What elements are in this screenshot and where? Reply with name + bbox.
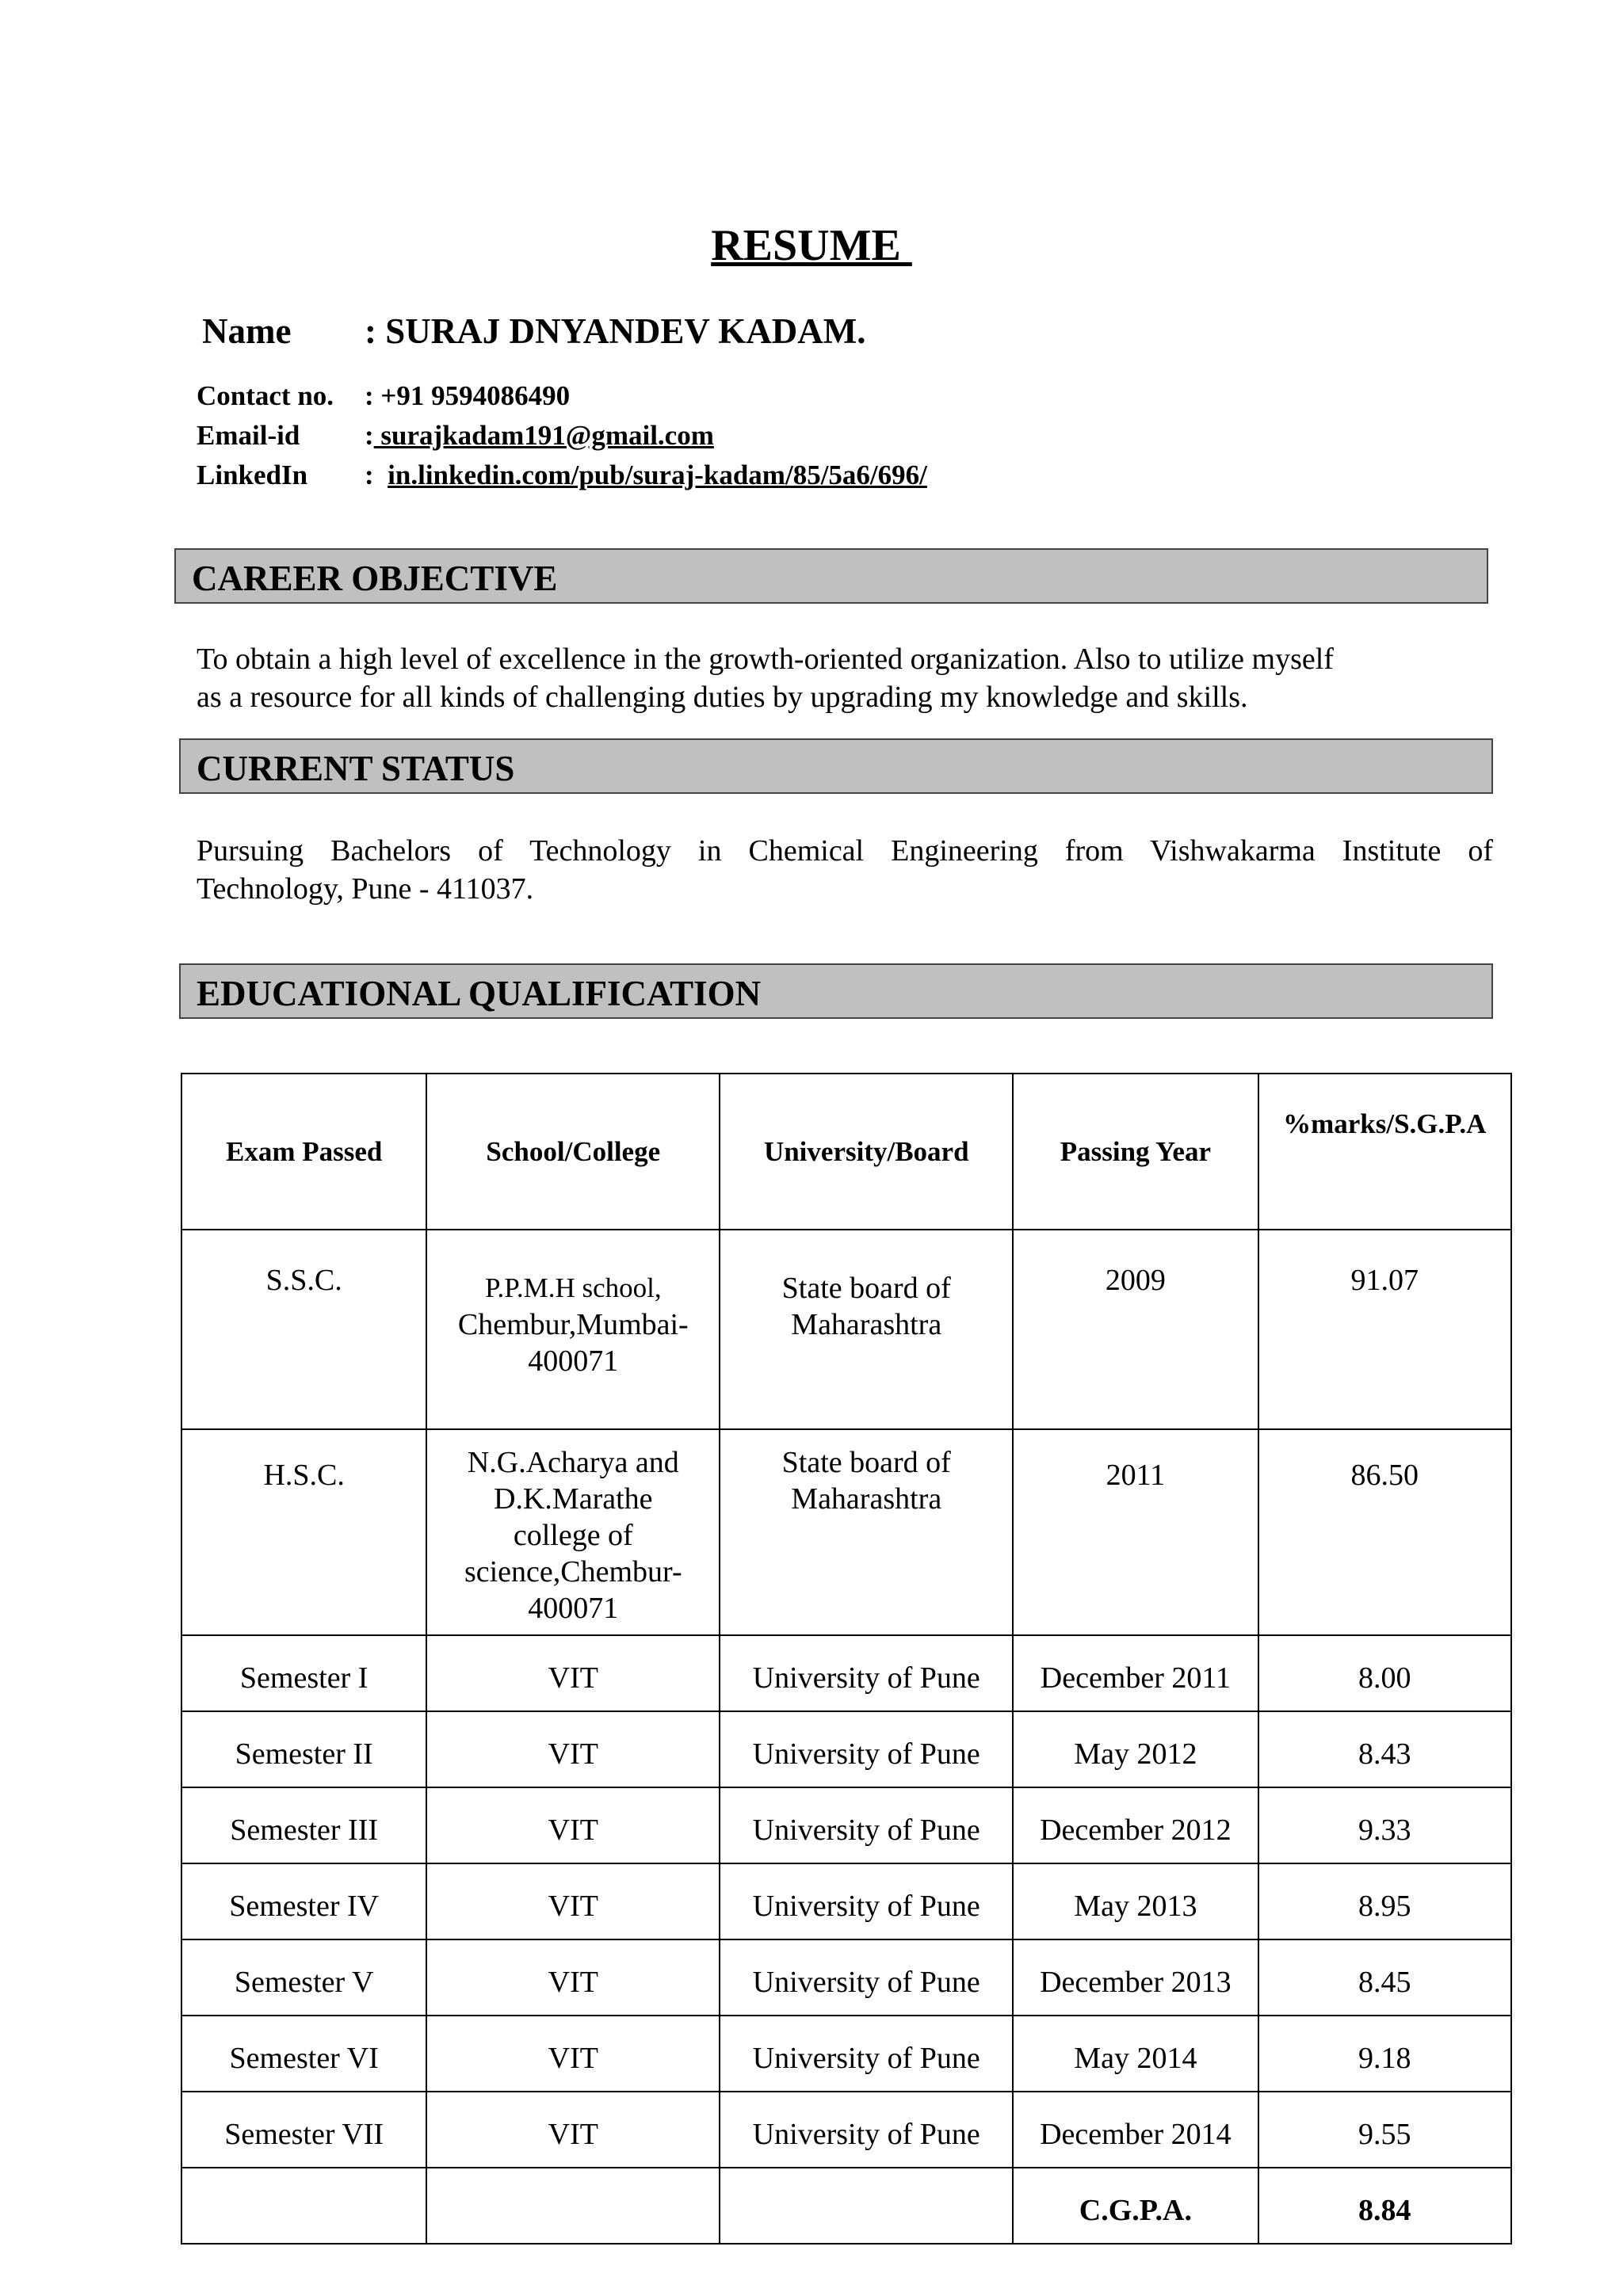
linkedin-row xyxy=(197,460,927,491)
career-objective-header xyxy=(174,548,1488,604)
current-status-title: CURRENT STATUS xyxy=(197,749,515,788)
semester-year: May 2012 xyxy=(1013,1711,1258,1787)
semester-exam: Semester I xyxy=(181,1635,426,1711)
empty-cell xyxy=(181,2168,426,2244)
name-row xyxy=(202,311,866,352)
semester-marks: 8.43 xyxy=(1258,1711,1511,1787)
column-header: %marks/S.G.P.A xyxy=(1258,1074,1511,1230)
ssc-year: 2009 xyxy=(1013,1230,1258,1429)
hsc-year: 2011 xyxy=(1013,1429,1258,1635)
semester-marks: 9.18 xyxy=(1258,2016,1511,2092)
email-link[interactable]: surajkadam191@gmail.com xyxy=(373,420,714,451)
semester-school: VIT xyxy=(426,1635,720,1711)
table-row-ssc xyxy=(181,1230,1511,1429)
semester-year: December 2014 xyxy=(1013,2092,1258,2168)
cgpa-value: 8.84 xyxy=(1258,2168,1511,2244)
semester-exam: Semester IV xyxy=(181,1863,426,1939)
hsc-marks: 86.50 xyxy=(1258,1429,1511,1635)
career-objective-line2: as a resource for all kinds of challenging duties by upgrading my knowledge and skills. xyxy=(197,681,1248,714)
semester-year: December 2011 xyxy=(1013,1635,1258,1711)
education-title: EDUCATIONAL QUALIFICATION xyxy=(197,974,762,1013)
semester-marks: 8.00 xyxy=(1258,1635,1511,1711)
semester-marks: 8.95 xyxy=(1258,1863,1511,1939)
table-row xyxy=(181,1635,1511,1711)
cgpa-label: C.G.P.A. xyxy=(1013,2168,1258,2244)
ssc-exam: S.S.C. xyxy=(181,1230,426,1429)
semester-school: VIT xyxy=(426,2016,720,2092)
semester-board: University of Pune xyxy=(720,1939,1013,2016)
semester-board: University of Pune xyxy=(720,1787,1013,1863)
ssc-marks: 91.07 xyxy=(1258,1230,1511,1429)
semester-board: University of Pune xyxy=(720,1635,1013,1711)
semester-marks: 8.45 xyxy=(1258,1939,1511,2016)
semester-year: December 2013 xyxy=(1013,1939,1258,2016)
contact-row xyxy=(197,380,570,412)
hsc-board: State board of Maharashtra xyxy=(720,1429,1013,1635)
semester-board: University of Pune xyxy=(720,1863,1013,1939)
column-header: School/College xyxy=(426,1074,720,1230)
name-label: Name xyxy=(202,311,292,351)
table-row-cgpa xyxy=(181,2168,1511,2244)
semester-year: December 2012 xyxy=(1013,1787,1258,1863)
semester-marks: 9.55 xyxy=(1258,2092,1511,2168)
ssc-board: State board of Maharashtra xyxy=(720,1230,1013,1429)
semester-exam: Semester VII xyxy=(181,2092,426,2168)
semester-school: VIT xyxy=(426,1863,720,1939)
semester-marks: 9.33 xyxy=(1258,1787,1511,1863)
empty-cell xyxy=(720,2168,1013,2244)
semester-year: May 2013 xyxy=(1013,1863,1258,1939)
table-row-hsc xyxy=(181,1429,1511,1635)
current-status-line2: Technology, Pune - 411037. xyxy=(197,872,534,906)
contact-value: : +91 9594086490 xyxy=(365,380,571,411)
career-objective-line1: To obtain a high level of excellence in the growth-oriented organization. Also to utilize myself xyxy=(197,643,1334,676)
semester-board: University of Pune xyxy=(720,2016,1013,2092)
current-status-line1: Pursuing Bachelors of Technology in Chemical Engineering from Vishwakarma Institute of xyxy=(197,834,1493,868)
semester-year: May 2014 xyxy=(1013,2016,1258,2092)
table-row xyxy=(181,1863,1511,1939)
semester-exam: Semester III xyxy=(181,1787,426,1863)
education-header xyxy=(179,963,1493,1019)
table-header-row xyxy=(181,1074,1511,1230)
semester-exam: Semester VI xyxy=(181,2016,426,2092)
table-row xyxy=(181,2016,1511,2092)
semester-school: VIT xyxy=(426,1711,720,1787)
semester-exam: Semester V xyxy=(181,1939,426,2016)
linkedin-label: LinkedIn xyxy=(197,460,308,490)
page-title: RESUME xyxy=(711,221,912,270)
linkedin-sep: : xyxy=(365,460,374,490)
table-row xyxy=(181,1939,1511,2016)
table-row xyxy=(181,2092,1511,2168)
semester-school: VIT xyxy=(426,1939,720,2016)
table-row xyxy=(181,1787,1511,1863)
email-label: Email-id xyxy=(197,420,300,451)
semester-school: VIT xyxy=(426,2092,720,2168)
email-sep: : xyxy=(365,420,374,451)
career-objective-title: CAREER OBJECTIVE xyxy=(192,559,558,598)
column-header: Passing Year xyxy=(1013,1074,1258,1230)
semester-board: University of Pune xyxy=(720,2092,1013,2168)
current-status-text xyxy=(197,832,1493,908)
hsc-school: N.G.Acharya and D.K.Marathe college of science,Chembur- 400071 xyxy=(426,1429,720,1635)
name-value: : SURAJ DNYANDEV KADAM. xyxy=(365,311,866,351)
career-objective-text xyxy=(197,640,1493,716)
semester-school: VIT xyxy=(426,1787,720,1863)
education-table xyxy=(181,1073,1512,2245)
column-header: University/Board xyxy=(720,1074,1013,1230)
linkedin-link[interactable]: in.linkedin.com/pub/suraj-kadam/85/5a6/696/ xyxy=(388,460,927,490)
column-header: Exam Passed xyxy=(181,1074,426,1230)
current-status-header xyxy=(179,738,1493,794)
semester-exam: Semester II xyxy=(181,1711,426,1787)
empty-cell xyxy=(426,2168,720,2244)
ssc-school: P.P.M.H school, Chembur,Mumbai- 400071 xyxy=(426,1230,720,1429)
semester-board: University of Pune xyxy=(720,1711,1013,1787)
email-row xyxy=(197,420,714,452)
contact-label: Contact no. xyxy=(197,380,334,411)
table-row xyxy=(181,1711,1511,1787)
hsc-exam: H.S.C. xyxy=(181,1429,426,1635)
